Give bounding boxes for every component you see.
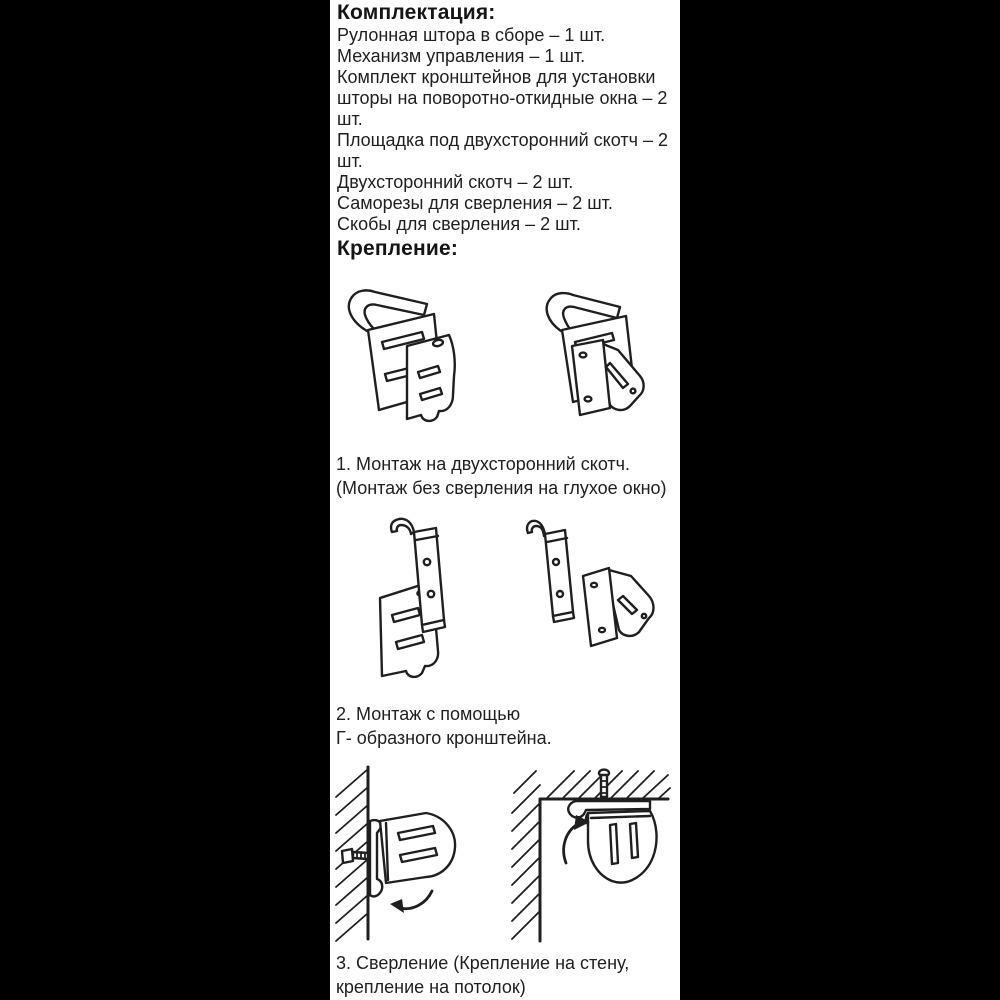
packing-list-line: Двухсторонний скотч – 2 шт. [337, 172, 574, 192]
caption-line: 3. Сверление (Крепление на стену, [336, 953, 630, 973]
wall-drilling-mount-figure [334, 763, 464, 943]
packing-heading: Комплектация: [337, 1, 496, 24]
l-hook-bracket-with-side-plate-figure [525, 516, 665, 661]
caption-line: крепление на потолок) [336, 977, 526, 997]
l-hook-bracket-with-gusset-plate-figure [372, 516, 484, 684]
caption-line: (Монтаж без сверления на глухое окно) [336, 478, 667, 498]
packing-list-line: Комплект кронштейнов для установки [337, 67, 656, 87]
packing-list-line: Механизм управления – 1 шт. [337, 46, 586, 66]
packing-list [337, 25, 679, 235]
step1-caption [336, 452, 678, 500]
caption-line: Г- образного кронштейна. [336, 728, 552, 748]
bracket-tape-plate-front-view-figure [334, 284, 462, 446]
packing-list-line: Саморезы для сверления – 2 шт. [337, 193, 613, 213]
packing-list-line: Скобы для сверления – 2 шт. [337, 214, 581, 234]
mounting-heading: Крепление: [337, 237, 459, 260]
step3-caption [336, 951, 678, 999]
caption-line: 1. Монтаж на двухсторонний скотч. [336, 454, 631, 474]
packing-list-line: Площадка под двухсторонний скотч – 2 шт. [337, 130, 668, 171]
packing-list-line: шторы на поворотно-откидные окна – 2 шт. [337, 88, 668, 129]
ceiling-drilling-mount-figure [500, 765, 672, 943]
step2-caption [336, 702, 678, 750]
caption-line: 2. Монтаж с помощью [336, 704, 521, 724]
bracket-tape-plate-side-view-figure [506, 288, 646, 444]
packing-list-line: Рулонная штора в сборе – 1 шт. [337, 25, 606, 45]
instruction-panel [330, 0, 680, 1000]
